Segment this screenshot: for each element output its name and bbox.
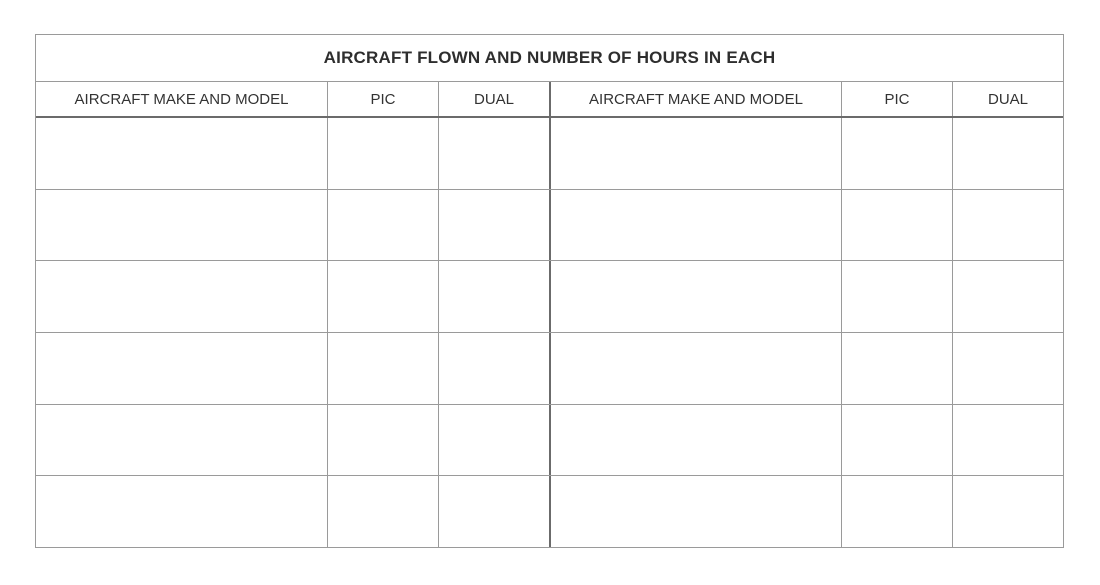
table-row xyxy=(36,190,1063,262)
table-row xyxy=(36,118,1063,190)
cell-dual-left[interactable] xyxy=(439,476,551,547)
column-header-dual-right: DUAL xyxy=(987,90,1028,108)
cell-aircraft-make-and-model-right[interactable] xyxy=(551,118,842,189)
table-body xyxy=(36,118,1063,547)
cell-pic-left[interactable] xyxy=(328,118,439,189)
cell-pic-left[interactable] xyxy=(328,405,439,476)
cell-aircraft-make-and-model-left[interactable] xyxy=(36,190,328,261)
table-title-row xyxy=(36,35,1063,82)
cell-dual-left[interactable] xyxy=(439,118,551,189)
cell-dual-left[interactable] xyxy=(439,190,551,261)
cell-dual-left[interactable] xyxy=(439,261,551,332)
cell-aircraft-make-and-model-right[interactable] xyxy=(551,476,842,547)
cell-pic-left[interactable] xyxy=(328,190,439,261)
cell-dual-right[interactable] xyxy=(953,333,1063,404)
cell-pic-right[interactable] xyxy=(842,261,953,332)
cell-pic-right[interactable] xyxy=(842,405,953,476)
cell-aircraft-make-and-model-right[interactable] xyxy=(551,405,842,476)
cell-aircraft-make-and-model-left[interactable] xyxy=(36,261,328,332)
table-title: AIRCRAFT FLOWN AND NUMBER OF HOURS IN EACH xyxy=(323,48,776,67)
column-header-dual-left: DUAL xyxy=(439,82,551,116)
column-header-pic-left: PIC xyxy=(328,82,439,116)
cell-pic-left[interactable] xyxy=(328,261,439,332)
cell-dual-right[interactable] xyxy=(953,190,1063,261)
cell-pic-right[interactable] xyxy=(842,190,953,261)
table-row xyxy=(36,261,1063,333)
cell-dual-right[interactable] xyxy=(953,118,1063,189)
cell-aircraft-make-and-model-left[interactable] xyxy=(36,405,328,476)
cell-aircraft-make-and-model-right[interactable] xyxy=(551,261,842,332)
cell-dual-right[interactable] xyxy=(953,405,1063,476)
aircraft-flown-table xyxy=(35,34,1064,548)
cell-dual-left[interactable] xyxy=(439,333,551,404)
cell-pic-left[interactable] xyxy=(328,476,439,547)
cell-pic-right[interactable] xyxy=(842,476,953,547)
table-row xyxy=(36,476,1063,547)
cell-dual-right[interactable] xyxy=(953,476,1063,547)
table-row xyxy=(36,333,1063,405)
cell-aircraft-make-and-model-left[interactable] xyxy=(36,118,328,189)
column-header-aircraft-make-and-model-left: AIRCRAFT MAKE AND MODEL xyxy=(36,82,328,116)
cell-pic-right[interactable] xyxy=(842,333,953,404)
column-header-pic-right: PIC xyxy=(842,82,953,116)
cell-dual-right[interactable] xyxy=(953,261,1063,332)
cell-dual-left[interactable] xyxy=(439,405,551,476)
table-row xyxy=(36,405,1063,477)
cell-aircraft-make-and-model-right[interactable] xyxy=(551,333,842,404)
cell-aircraft-make-and-model-left[interactable] xyxy=(36,333,328,404)
column-header-aircraft-make-and-model-right: AIRCRAFT MAKE AND MODEL xyxy=(551,82,842,116)
cell-aircraft-make-and-model-left[interactable] xyxy=(36,476,328,547)
cell-pic-right[interactable] xyxy=(842,118,953,189)
cell-aircraft-make-and-model-right[interactable] xyxy=(551,190,842,261)
cell-pic-left[interactable] xyxy=(328,333,439,404)
table-header-row xyxy=(36,82,1063,118)
